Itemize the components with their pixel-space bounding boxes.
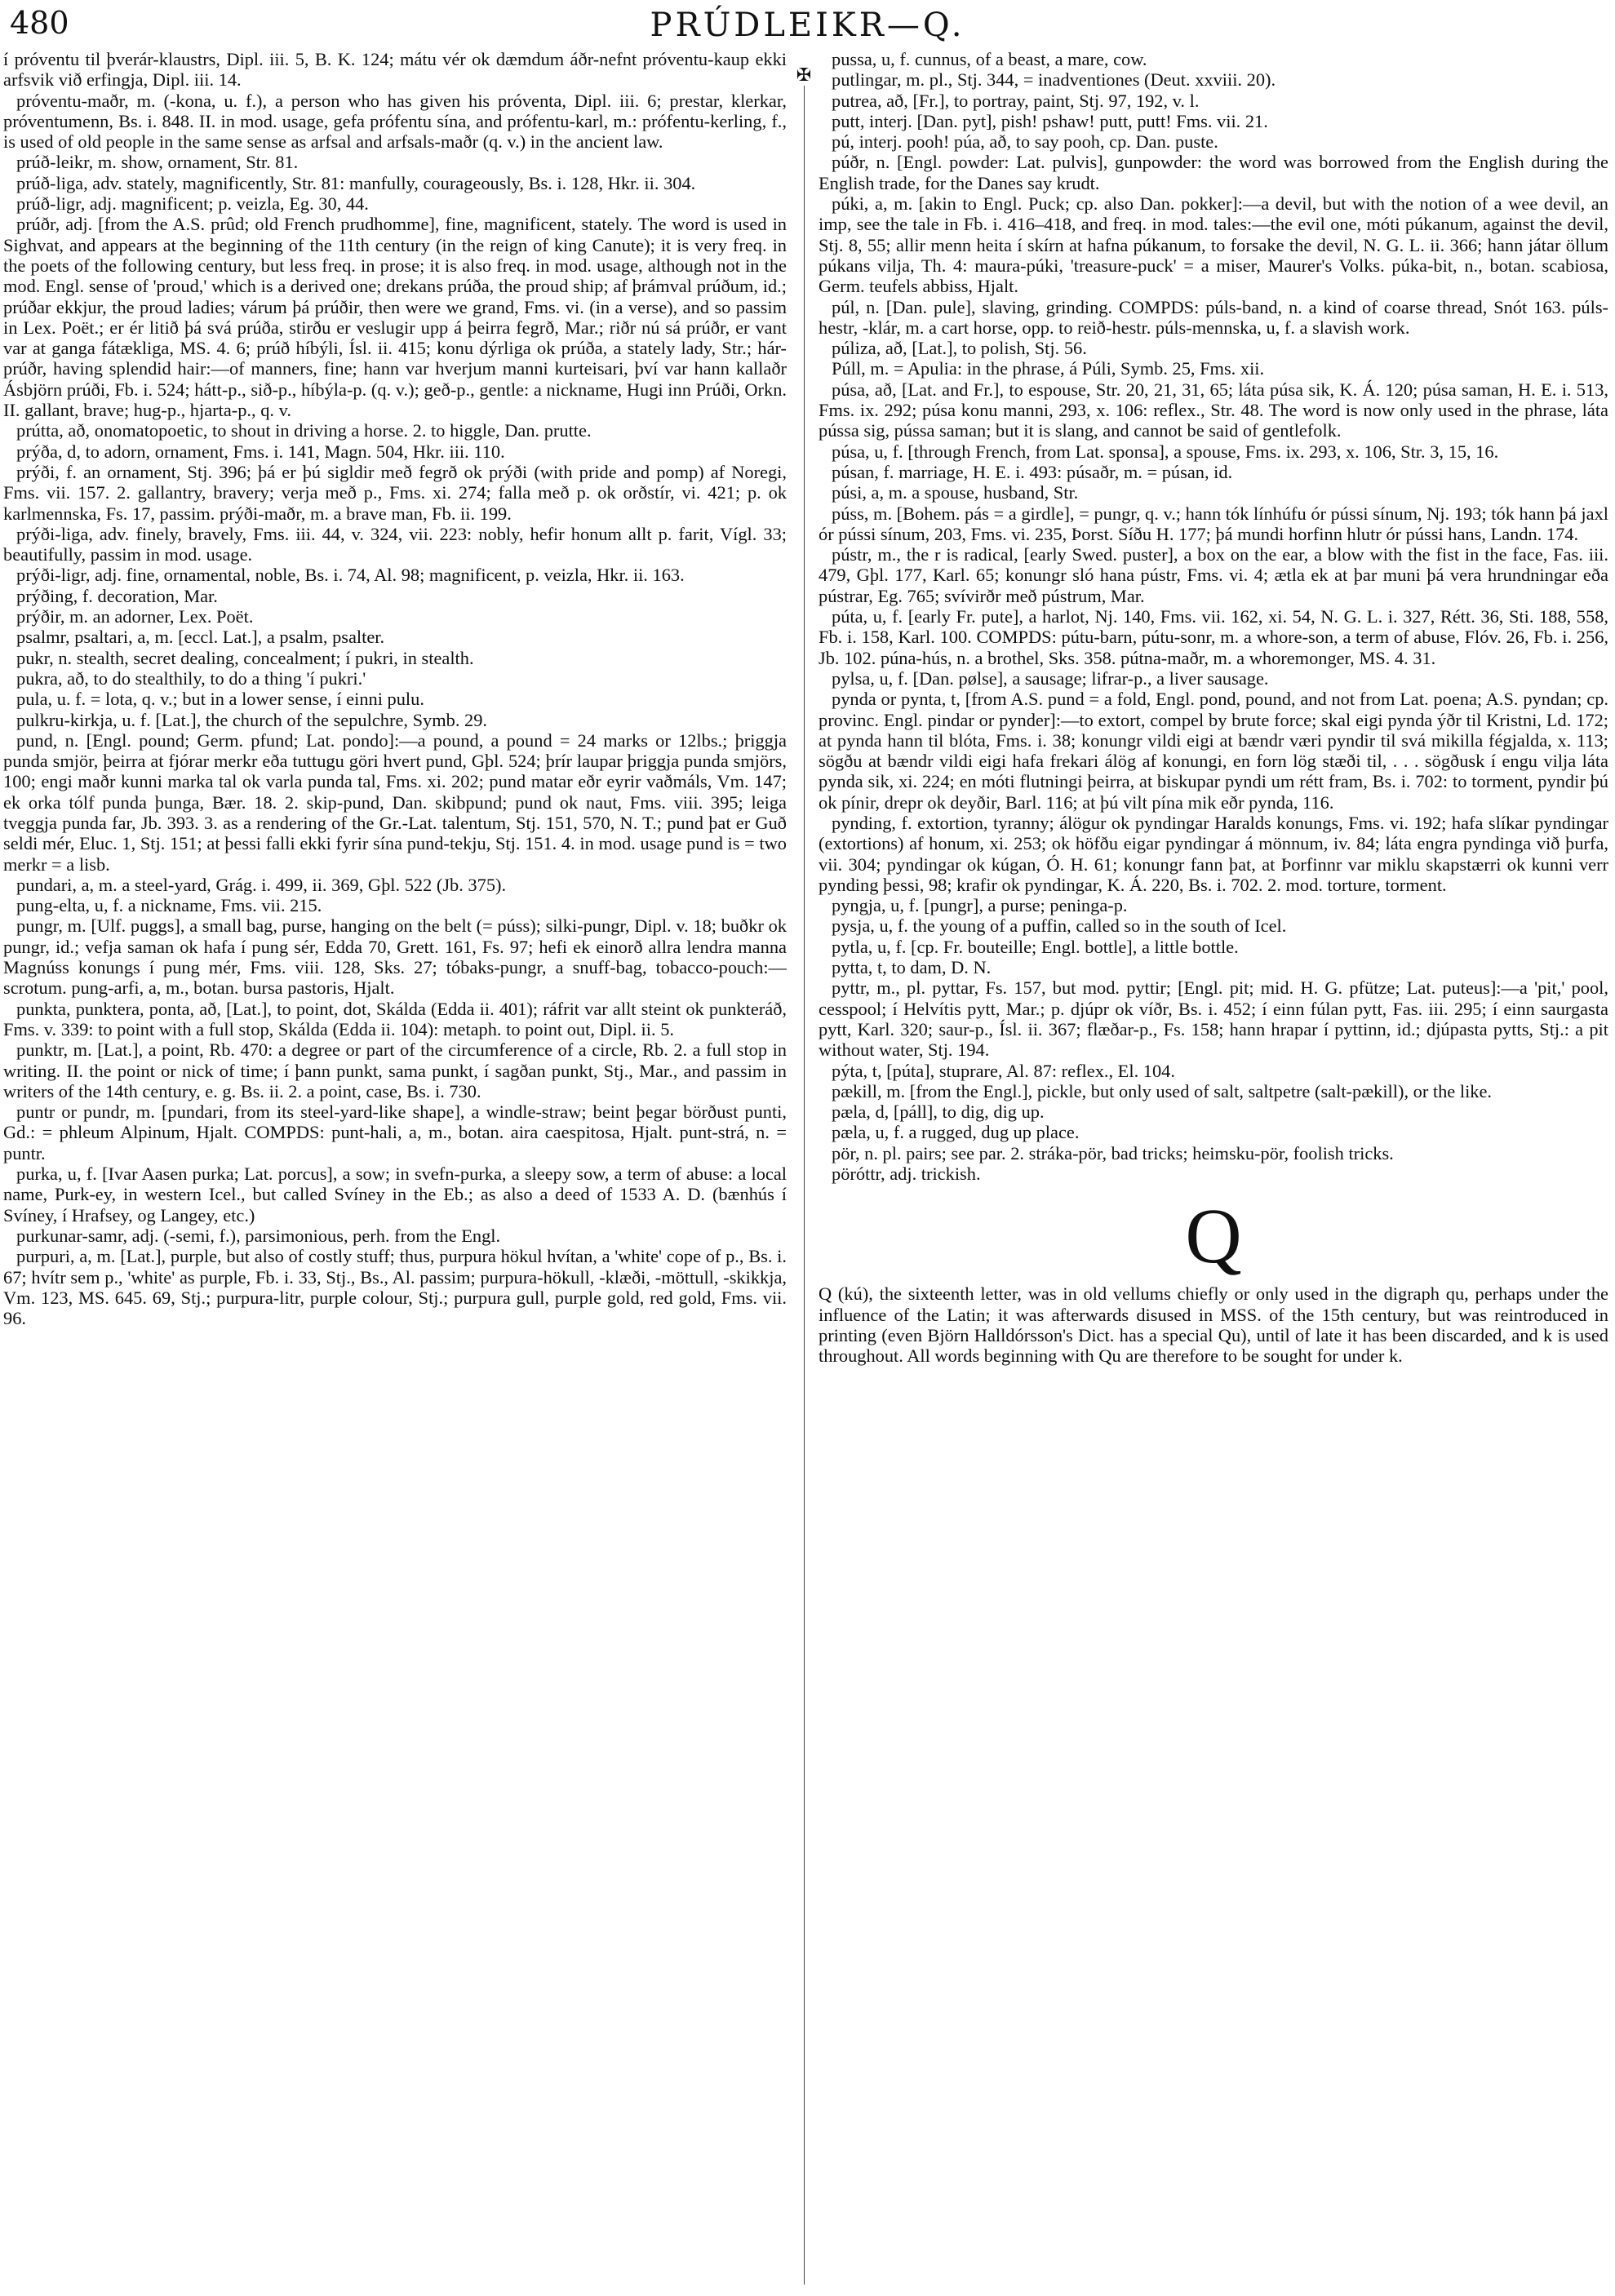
dictionary-entry: puntr or pundr, m. [pundari, from its steel-yard-like shape], a windle-straw; beint þegar börðust punti, Gd.: = phleum Alpinum, Hjalt. COMPDS: punt-hali, a, m., botan. aira caespitosa, Hjalt. punt-strá, n. = puntr. <box>3 1101 787 1164</box>
dictionary-entry: pylsa, u, f. [Dan. pølse], a sausage; lifrar-p., a liver sausage. <box>832 667 1269 689</box>
dictionary-entry: pækill, m. [from the Engl.], pickle, but only used of salt, saltpetre (salt-pækill), or the like. <box>832 1080 1493 1101</box>
dictionary-entry: pýta, t, [púta], stuprare, Al. 87: reflex., El. 104. <box>832 1060 1175 1081</box>
dictionary-entry: pú, interj. pooh! púa, að, to say pooh, cp. Dan. puste. <box>832 131 1218 153</box>
page-header <box>0 0 1615 47</box>
dictionary-entry: púta, u, f. [early Fr. pute], a harlot, Nj. 140, Fms. vii. 162, xi. 54, N. G. L. i. 327, Rétt. 36, Sti. 188, 558, Fb. i. 158, Karl. 100. COMPDS: pútu-barn, pútu-sonr, m. a whore-son, a term of abuse, Flóv. 26, Fb. i. 256, Jb. 102. púna-hús, n. a brothel, Sks. 358. pútna-maðr, m. a whoremonger, MS. 4. 31. <box>819 606 1608 668</box>
dictionary-entry: prýðir, m. an adorner, Lex. Poët. <box>16 606 254 627</box>
dictionary-entry: prúð-ligr, adj. magnificent; p. veizla, Eg. 30, 44. <box>16 193 369 215</box>
dictionary-entry: púðr, n. [Engl. powder: Lat. pulvis], gunpowder: the word was borrowed from the English during the English trade, for the Danes say krudt. <box>819 152 1608 193</box>
dictionary-entry: pæla, u, f. a rugged, dug up place. <box>832 1122 1080 1143</box>
section-letter: Q <box>1185 1192 1242 1280</box>
dictionary-entry: pund, n. [Engl. pound; Germ. pfund; Lat. pondo]:—a pound, a pound = 24 marks or 12lbs.; þriggja punda smjör, þeirra at fjórar merkr eða tuttugu göri hvert pund, Gþl. 524; þrír laupar þriggja punda smjörs, 100; engi maðr kunni marka tal ok varla punda tal, Fms. xi. 202; pund matar eðr eyrir vaðmáls, Vm. 147; ek orka tólf punda þunga, Bær. 18. 2. skip-pund, Dan. skibpund; pund ok naut, Fms. viii. 395; leiga tveggja punda far, Jb. 393. 3. as a rendering of the Gr.-Lat. talentum, Stj. 151, 570, N. T.; pund þat er Guð seldi mér, Eluc. 1, Stj. 151; at þessi falli ekki fyrir sína pund-tekju, Stj. 151. 4. in mod. usage pund is = two merkr = a lisb. <box>3 729 787 875</box>
dictionary-entry: purpuri, a, m. [Lat.], purple, but also of costly stuff; thus, purpura hökul hvítan, a 'white' cope of p., Bs. i. 67; hvítr sem p., 'white' as purple, Fb. i. 33, Stj., Bs., Al. passim; purpura-hökull, -klæði, -möttull, -skikkja, Vm. 123, MS. 645. 69, Stj.; purpura-litr, purple colour, Stj.; purpura gull, purple gold, red gold, Fms. vii. 96. <box>3 1246 787 1329</box>
dictionary-entry: purkunar-samr, adj. (-semi, f.), parsimonious, perh. from the Engl. <box>16 1225 501 1246</box>
dictionary-entry: Púll, m. = Apulia: in the phrase, á Púli, Symb. 25, Fms. xii. <box>832 358 1265 379</box>
page-number: 480 <box>10 5 69 41</box>
dictionary-entry: pör, n. pl. pairs; see par. 2. stráka-pör, bad tricks; heimsku-pör, foolish tricks. <box>832 1142 1394 1164</box>
dictionary-entry: punktr, m. [Lat.], a point, Rb. 470: a degree or part of the circumference of a circle, Rb. 2. a full stop in writing. II. the point or nick of time; í þann punkt, sama punkt, í sagðan punkt, Stj., Mar., and passim in writers of the 14th century, e. g. Bs. ii. 2. a point, case, Bs. i. 730. <box>3 1039 787 1101</box>
dictionary-entry: pulkru-kirkja, u. f. [Lat.], the church of the sepulchre, Symb. 29. <box>16 709 488 730</box>
dictionary-entry: pynding, f. extortion, tyranny; álögur ok pyndingar Haralds konungs, Fms. vi. 192; hafa slíkar pyndingar (extortions) af honum, xi. 253; ok höfðu eigar pyndingar á mönnum, iv. 84; láta engra pyndinga við þurfa, vii. 304; pyndingar ok kúgan, Ó. H. 61; konungr fann þat, at Þorfinnr var miklu skapstærri ok kunni verr pynding þessi, 98; krafir ok pyndingar, K. Á. 220, Bs. i. 702. 2. mod. torture, torment. <box>819 812 1608 895</box>
dictionary-entry: púl, n. [Dan. pule], slaving, grinding. COMPDS: púls-band, n. a kind of coarse thread, Snót 163. púls-hestr, -klár, m. a cart horse, opp. to reið-hestr. púls-mennska, u, f. a slavish work. <box>819 296 1608 338</box>
dictionary-entry: prúð-leikr, m. show, ornament, Str. 81. <box>16 152 299 173</box>
dictionary-entry: próventu-maðr, m. (-kona, u. f.), a person who has given his próventa, Dipl. iii. 6; prestar, klerkar, próventumenn, Bs. i. 848. II. in mod. usage, gefa prófentu sína, and prófentu-karl, m.: prófentu-kerling, f., is used of old people in the same sense as arfsal and arfsals-maðr (q. v.) in the ancient law. <box>3 90 787 153</box>
running-head: PRÚDLEIKR—Q. <box>650 7 965 44</box>
dictionary-entry: pukra, að, to do stealthily, to do a thing 'í pukri.' <box>16 667 366 689</box>
dictionary-entry: í próventu til þverár-klaustrs, Dipl. iii. 5, B. K. 124; mátu vér ok dæmdum áðr-nefnt próventu-kaup ekki arfsvik við erfingja, Dipl. iii. 14. <box>3 49 787 91</box>
dictionary-entry: pústr, m., the r is radical, [early Swed. puster], a box on the ear, a blow with the fist in the face, Fas. iii. 479, Gþl. 177, Karl. 65; konungr sló hana pústr, Fms. vi. 4; ætla ek at þar muni þá vera hrundningar eða pústrar, Eg. 765; svívirðr með pústrum, Mar. <box>819 544 1608 606</box>
dictionary-entry: pynda or pynta, t, [from A.S. pund = a fold, Engl. pond, pound, and not from Lat. poena; A.S. pyndan; cp. provinc. Engl. pindar or pynder]:—to extort, compel by brute force; skal eigi pynda ýðr til Kristni, Ld. 172; at pynda hann til blóta, Fms. i. 38; konungr vildi eigi at bændr væri pyndir til svá mikilla fégjalda, x. 113; sögðu at bændr vildi eigi hafa frekari álög af konungi, en forn lög stæði til, . . . sögðusk í engu vilja láta pynda sik, xi. 224; en móti flutningi þeirra, at biskupar pyndi um rétt fram, Bs. i. 702: to torment, pyndir þú ok pínir, drepr ok deyðir, Barl. 116; at þú vilt pína mik eðr pynda, 116. <box>819 689 1608 813</box>
column-divider <box>804 65 805 2285</box>
dictionary-entry: pung-elta, u, f. a nickname, Fms. vii. 215. <box>16 895 322 916</box>
dictionary-entry: pundari, a, m. a steel-yard, Grág. i. 499, ii. 369, Gþl. 522 (Jb. 375). <box>16 874 507 895</box>
dictionary-entry: purka, u, f. [Ivar Aasen purka; Lat. porcus], a sow; in svefn-purka, a sleepy sow, a term of abuse: a local name, Purk-ey, in western Icel., but called Svíney in the Eb.; as also a deed of 1533 A. D. (bænhús í Svíney, í Hrafsey, og Langey, etc.) <box>3 1164 787 1226</box>
dictionary-entry: psalmr, psaltari, a, m. [eccl. Lat.], a psalm, psalter. <box>16 627 385 648</box>
dictionary-entry: pysja, u, f. the young of a puffin, called so in the south of Icel. <box>832 915 1287 937</box>
dictionary-entry: prýða, d, to adorn, ornament, Fms. i. 141, Magn. 504, Hkr. iii. 110. <box>16 441 505 462</box>
left-column <box>3 49 787 2285</box>
dictionary-entry: púss, m. [Bohem. pás = a girdle], = pungr, q. v.; hann tók línhúfu ór pússi sínum, Nj. 193; tók hann þá jaxl ór pússi sínum, 203, Fms. vi. 235, Þorst. Síðu H. 177; þá mundi horfinn hlutr ór pússi hans, Landn. 174. <box>819 503 1608 544</box>
dictionary-entry: púsi, a, m. a spouse, husband, Str. <box>832 482 1079 503</box>
dictionary-entry: prýðing, f. decoration, Mar. <box>16 585 218 606</box>
dictionary-entry: prýði-ligr, adj. fine, ornamental, noble, Bs. i. 74, Al. 98; magnificent, p. veizla, Hkr. ii. 163. <box>16 565 685 586</box>
dictionary-entry: pussa, u, f. cunnus, of a beast, a mare, cow. <box>832 49 1147 69</box>
right-column <box>819 49 1608 2285</box>
dictionary-entry: putt, interj. [Dan. pyt], pish! pshaw! putt, putt! Fms. vii. 21. <box>832 110 1268 131</box>
dictionary-entry: prútta, að, onomatopoetic, to shout in driving a horse. 2. to higgle, Dan. prutte. <box>16 420 592 441</box>
letter-introduction: Q (kú), the sixteenth letter, was in old vellums chiefly or only used in the digraph qu, perhaps under the influence of the Latin; it was afterwards disused in MSS. of the 15th century, but was reintroduced in printing (even Björn Halldórsson's Dict. has a special Qu), until of late it has been discarded, and k is used throughout. All words beginning with Qu are therefore to be sought for under k. <box>819 1283 1608 1367</box>
dictionary-entry: púliza, að, [Lat.], to polish, Stj. 56. <box>832 338 1087 359</box>
dictionary-entry: púsa, að, [Lat. and Fr.], to espouse, Str. 20, 21, 31, 65; láta púsa sik, K. Á. 120; púsa saman, H. E. i. 513, Fms. ix. 292; púsa konu manni, 293, x. 106: reflex., Str. 48. The word is now only used in the phrase, láta pússa sig, pússa saman; but it is slang, and cannot be said of gentlefolk. <box>819 379 1608 441</box>
dictionary-entry: prúð-liga, adv. stately, magnificently, Str. 81: manfully, courageously, Bs. i. 128, Hkr. ii. 304. <box>16 172 696 193</box>
dictionary-entry: pungr, m. [Ulf. puggs], a small bag, purse, hanging on the belt (= púss); silki-pungr, Dipl. v. 18; buðkr ok pungr, id.; vefja saman ok hafa í pung sér, Edda 70, Grett. 161, Fs. 97; hefi ek einorð allra lendra manna Magnúss konungs í pung mér, Fms. viii. 128, Sks. 27; tóbaks-pungr, a snuff-bag, tobacco-pouch:—scrotum. pung-arfi, a, m., botan. bursa pastoris, Hjalt. <box>3 915 787 999</box>
dictionary-entry: pula, u. f. = lota, q. v.; but in a lower sense, í einni pulu. <box>16 689 424 710</box>
dictionary-entry: putlingar, m. pl., Stj. 344, = inadventiones (Deut. xxviii. 20). <box>832 69 1276 91</box>
dictionary-entry: prúðr, adj. [from the A.S. prûd; old French prudhomme], fine, magnificent, stately. The word is used in Sighvat, and appears at the beginning of the 11th century (in the reign of king Canute); it is very freq. in the poets of the following century, but less freq. in prose; it is also freq. in mod. usage, although not in the mod. Engl. sense of 'proud,' which is a derived one; drekans prúða, the proud ship; af þrámval prúðum, id.; prúðar ekkjur, the proud ladies; várum þá prúðir, then were we grand, Fms. vi. (in a verse), and so passim in Lex. Poët.; er ér litið þá svá prúða, stirðu er veslugir upp á þeirra fegrð, Mar.; riðr nú sá prúðr, er vant var at ganga fátækliga, MS. 4. 6; prúð híbýli, Ísl. ii. 415; konu dýrliga ok prúða, a stately lady, Str.; hár-prúðr, having splendid hair:—of manners, fine; hann var hverjum manni kurteisari, því var hann kallaðr Ásbjörn prúði, Fb. i. 524; hátt-p., sið-p., híbýla-p. (q. v.); geð-p., gentle: a nickname, Hugi inn Prúði, Orkn. II. gallant, brave; hug-p., hjarta-p., q. v. <box>3 214 787 421</box>
dictionary-entry: prýði, f. an ornament, Stj. 396; þá er þú sigldir með fegrð ok prýði (with pride and pomp) af Noregi, Fms. vii. 157. 2. gallantry, bravery; verja með p., Fms. xi. 274; falla með p. ok orðstír, vi. 421; p. ok karlmennska, Fs. 17, passim. prýði-maðr, m. a brave man, Fb. ii. 199. <box>3 461 787 524</box>
dictionary-entry: pytta, t, to dam, D. N. <box>832 957 992 978</box>
ornament-icon: ✠ <box>794 65 814 86</box>
dictionary-entry: putrea, að, [Fr.], to portray, paint, Stj. 97, 192, v. l. <box>832 90 1200 111</box>
dictionary-entry: prýði-liga, adv. finely, bravely, Fms. iii. 44, v. 324, vii. 223: nobly, hefir honum allt p. farit, Vígl. 33; beautifully, passim in mod. usage. <box>3 523 787 565</box>
dictionary-entry: pukr, n. stealth, secret dealing, concealment; í pukri, in stealth. <box>16 647 474 668</box>
dictionary-entry: pyngja, u, f. [pungr], a purse; peninga-p. <box>832 895 1128 916</box>
dictionary-entry: pöróttr, adj. trickish. <box>832 1164 981 1185</box>
dictionary-entry: púsa, u, f. [through French, from Lat. sponsa], a spouse, Fms. ix. 293, x. 106, Str. 3, 15, 16. <box>832 441 1499 462</box>
dictionary-entry: púki, a, m. [akin to Engl. Puck; cp. also Dan. pokker]:—a devil, but with the notion of a wee devil, an imp, see the tale in Fb. i. 416–418, and freq. in mod. tales:—the evil one, móti púkanum, against the devil, Stj. 8, 55; allir menn heita í skírn at hafna púkanum, to forsake the devil, N. G. L. ii. 366; hann játar öllum púkans vilja, Th. 4: maura-púki, 'treasure-puck' = a miser, Maurer's Volks. púka-bit, n., botan. scabiosa, Germ. teufels abbiss, Hjalt. <box>819 193 1608 297</box>
dictionary-entry: púsan, f. marriage, H. E. i. 493: púsaðr, m. = púsan, id. <box>832 461 1233 482</box>
dictionary-entry: pyttr, m., pl. pyttar, Fs. 157, but mod. pyttir; [Engl. pit; mid. H. G. pfütze; Lat. puteus]:—a 'pit,' pool, cesspool; í Helvítis pytt, Mar.; p. djúpr ok víðr, Bs. i. 452; í einn fúlan pytt, Fas. iii. 295; í einn saurgasta pytt, Karl. 320; saur-p., Ísl. ii. 367; flæðar-p., Fs. 158; hann hrapar í pyttinn, id.; djúpasta pytts, Stj.: a pit without water, Stj. 194. <box>819 977 1608 1061</box>
dictionary-entry: punkta, punktera, ponta, að, [Lat.], to point, dot, Skálda (Edda ii. 401); ráfrit var allt steint ok punkteráð, Fms. v. 339: to point with a full stop, Skálda (Edda ii. 104): metaph. to point out, Dipl. ii. 5. <box>3 998 787 1039</box>
dictionary-entry: pytla, u, f. [cp. Fr. bouteille; Engl. bottle], a little bottle. <box>832 936 1239 957</box>
dictionary-entry: pæla, d, [páll], to dig, dig up. <box>832 1101 1045 1123</box>
